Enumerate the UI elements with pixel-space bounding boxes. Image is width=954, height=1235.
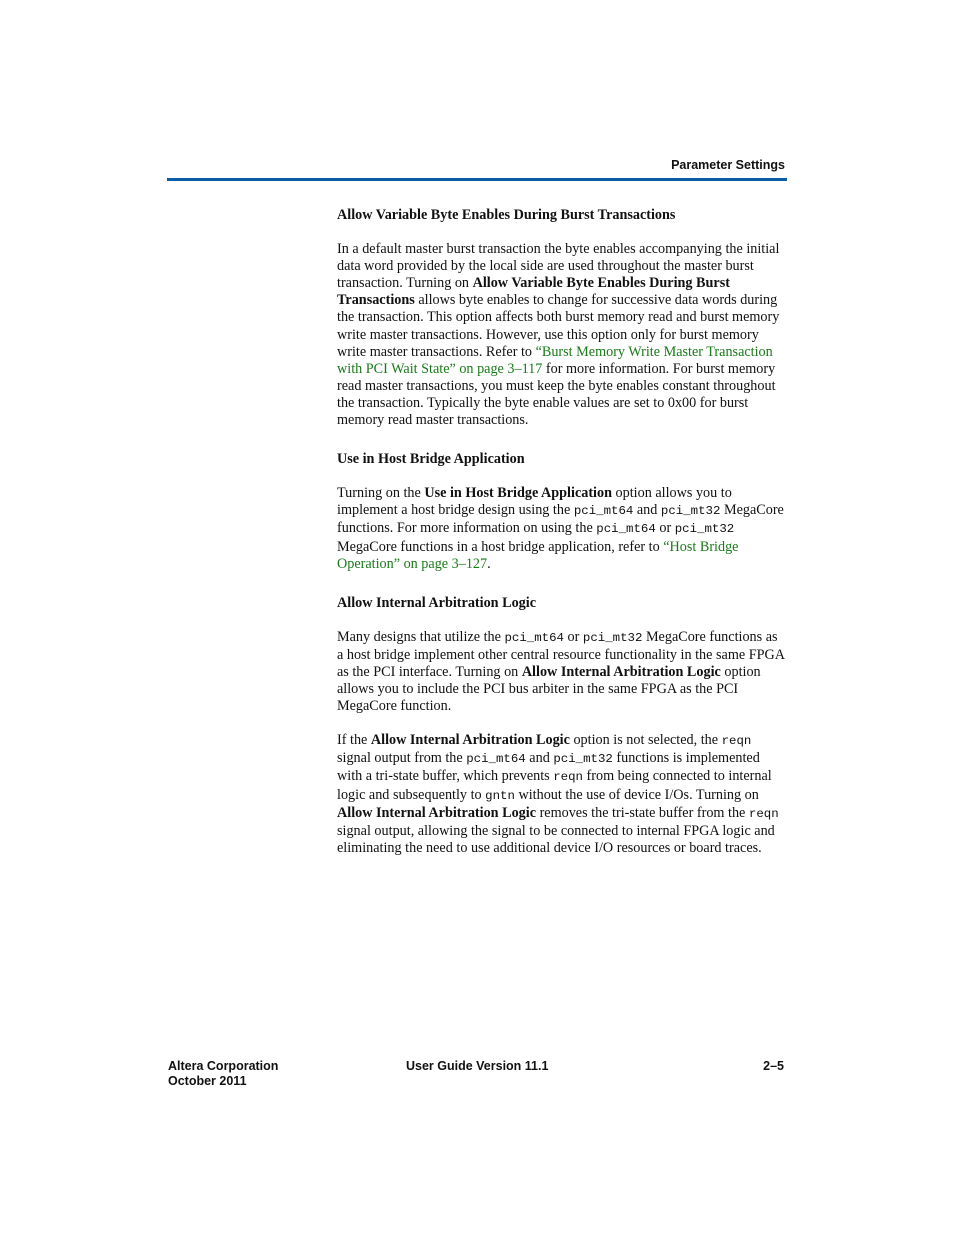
- footer-page-number: 2–5: [763, 1059, 784, 1073]
- text-run: functions is implemented with a tri-state buffer, which prevents: [337, 750, 760, 785]
- text-run: signal output, allowing the signal to be connected to internal FPGA logic and eliminating the need to use additional device I/O resources or board traces.: [337, 822, 775, 856]
- bold-term: Allow Variable Byte Enables During Burst Transactions: [337, 275, 730, 309]
- section-heading: Use in Host Bridge Application: [337, 451, 525, 468]
- bold-term: Use in Host Bridge Application: [424, 485, 612, 502]
- text-run: allows byte enables to change for successive data words during the transaction. This option affects both burst memory read and burst memory write master transactions. However, use this option only for burst memory write master transactions. Refer to: [337, 292, 780, 360]
- text-run: option allows you to include the PCI bus arbiter in the same FPGA as the PCI MegaCore function.: [337, 663, 761, 715]
- text-run: If the: [337, 732, 371, 749]
- header-rule: [167, 178, 787, 181]
- text-run: In a default master burst transaction the byte enables accompanying the initial data word provided by the local side are used throughout the master burst transaction. Turning on: [337, 241, 780, 292]
- section-heading: Allow Internal Arbitration Logic: [337, 594, 537, 611]
- code-term: reqn: [748, 806, 779, 821]
- cross-reference-link[interactable]: “Burst Memory Write Master Transaction with PCI Wait State” on page 3–117: [337, 343, 773, 377]
- body-paragraph: [337, 241, 787, 429]
- code-term: reqn: [721, 734, 752, 749]
- text-run: option allows you to implement a host bridge design using the: [337, 485, 732, 519]
- footer-date: October 2011: [168, 1074, 247, 1088]
- text-run: or: [563, 628, 583, 645]
- code-term: reqn: [553, 770, 583, 785]
- code-term: gntn: [485, 788, 515, 803]
- footer-company: Altera Corporation: [168, 1059, 279, 1073]
- bold-term: Allow Internal Arbitration Logic: [370, 732, 570, 749]
- code-term: pci_mt64: [573, 504, 634, 519]
- code-term: pci_mt32: [582, 630, 643, 645]
- code-term: pci_mt32: [660, 504, 721, 519]
- body-paragraph: [337, 629, 787, 715]
- code-term: pci_mt64: [466, 752, 526, 767]
- section-heading: Allow Variable Byte Enables During Burst Transactions: [337, 207, 676, 223]
- text-run: option is not selected, the: [569, 732, 722, 749]
- body-paragraph: [337, 485, 787, 572]
- text-run: MegaCore functions as a host bridge implement other central resource functionality in the same FPGA as the PCI interface. Turning on: [337, 628, 785, 680]
- code-term: pci_mt32: [674, 522, 735, 537]
- text-run: from being connected to internal logic and subsequently to: [337, 768, 772, 803]
- text-run: MegaCore functions. For more information on using the: [337, 502, 784, 537]
- text-run: signal output from the: [337, 750, 467, 767]
- body-paragraph: [337, 732, 787, 857]
- code-term: pci_mt32: [553, 752, 613, 767]
- text-run: Many designs that utilize the: [337, 628, 505, 645]
- text-run: Turning on the: [337, 485, 425, 502]
- footer-guide-version: User Guide Version 11.1: [406, 1059, 549, 1073]
- section-variable-byte-enables: [337, 207, 787, 429]
- text-run: and: [525, 750, 554, 767]
- code-term: pci_mt64: [504, 630, 564, 645]
- text-run: without the use of device I/Os. Turning on: [514, 786, 759, 803]
- running-header-title: Parameter Settings: [671, 158, 785, 172]
- text-run: and: [633, 502, 661, 519]
- code-term: pci_mt64: [596, 522, 656, 537]
- section-internal-arbitration: [337, 595, 787, 857]
- section-host-bridge: [337, 451, 787, 573]
- text-run: removes the tri-state buffer from the: [536, 804, 749, 821]
- text-run: MegaCore functions in a host bridge application, refer to: [337, 538, 664, 555]
- text-run: for more information. For burst memory read master transactions, you must keep the byte enables constant throughout the transaction. Typically the byte enable values are set to 0x00 for burst memory read master transactions.: [337, 360, 776, 429]
- footer-left: [168, 1059, 278, 1089]
- text-run: .: [487, 555, 491, 572]
- main-content: [337, 207, 787, 879]
- cross-reference-link[interactable]: “Host Bridge Operation” on page 3–127: [337, 538, 739, 572]
- bold-term: Allow Internal Arbitration Logic: [337, 804, 537, 821]
- text-run: or: [655, 520, 675, 537]
- bold-term: Allow Internal Arbitration Logic: [521, 663, 721, 680]
